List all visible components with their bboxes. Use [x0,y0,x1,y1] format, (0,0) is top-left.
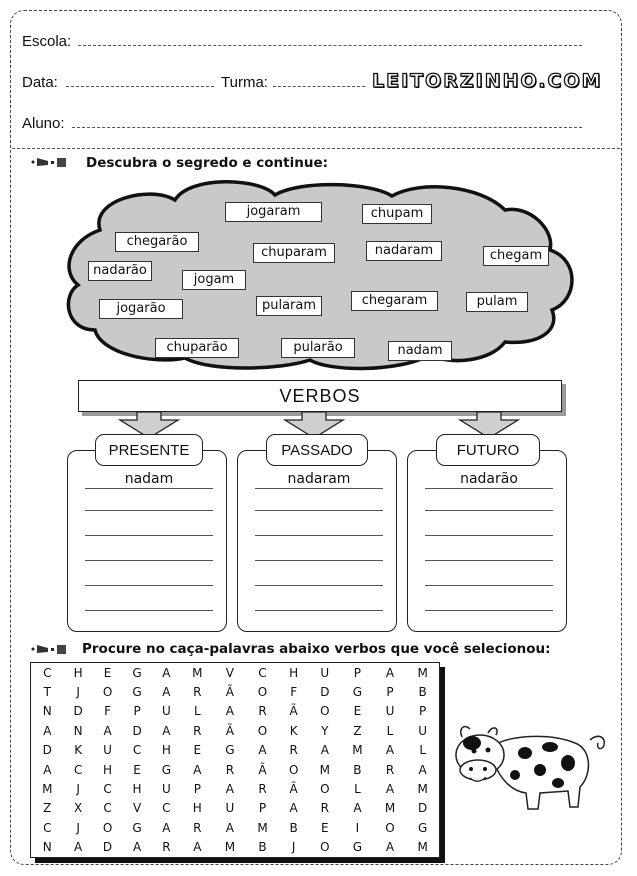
grid-letter[interactable]: Ã [225,723,235,738]
grid-letter[interactable]: O [102,685,113,700]
grid-letter[interactable]: U [103,743,112,758]
grid-letter[interactable]: D [132,723,142,738]
grid-letter[interactable]: R [258,782,267,797]
grid-letter[interactable]: P [386,685,394,700]
answer-line[interactable] [425,488,553,489]
grid-letter[interactable]: J [76,782,80,797]
grid-letter[interactable]: O [288,762,299,777]
grid-letter[interactable]: G [132,685,142,700]
grid-letter[interactable]: U [418,723,428,738]
grid-letter[interactable]: E [103,665,112,680]
grid-letter[interactable]: C [43,820,52,835]
grid-letter[interactable]: G [418,820,428,835]
grid-letter[interactable]: R [193,723,202,738]
passado-first-answer: nadaram [287,471,351,487]
answer-line[interactable] [255,510,383,511]
grid-letter[interactable]: Z [43,801,52,816]
grid-letter[interactable]: C [258,665,267,680]
grid-letter[interactable]: A [162,820,171,835]
grid-letter[interactable]: A [74,840,83,855]
grid-letter[interactable]: I [355,820,360,835]
answer-line[interactable] [255,535,383,536]
grid-letter[interactable]: B [418,685,427,700]
answer-line[interactable] [85,560,213,561]
grid-letter[interactable]: M [42,782,53,797]
grid-letter[interactable]: G [132,665,142,680]
presente-first-answer: nadam [124,471,174,487]
grid-letter[interactable]: N [42,840,52,855]
grid-letter[interactable]: A [225,782,235,797]
grid-letter[interactable]: H [132,782,142,797]
answer-line[interactable] [255,585,383,586]
grid-letter[interactable]: O [257,723,268,738]
grid-letter[interactable]: A [225,820,235,835]
grid-letter[interactable]: A [258,743,267,758]
grid-letter[interactable]: U [225,801,235,816]
grid-row [31,741,439,760]
grid-letter[interactable]: O [257,685,268,700]
grid-letter[interactable]: D [73,704,83,719]
word-card[interactable]: chuparão [155,338,239,358]
grid-letter[interactable]: N [73,723,83,738]
grid-letter[interactable]: A [385,743,395,758]
grid-letter[interactable]: A [193,840,202,855]
answer-line[interactable] [255,610,383,611]
futuro-header: FUTURO [436,434,540,466]
brand-logo: LEITORZINHO.COM [372,70,603,92]
grid-letter[interactable]: B [289,820,298,835]
grid-letter[interactable]: E [193,743,202,758]
data-label: Data: [22,74,58,91]
grid-letter[interactable]: D [320,685,330,700]
escola-label: Escola: [22,33,72,50]
grid-letter[interactable]: F [104,704,111,719]
grid-letter[interactable]: O [385,820,395,835]
answer-line[interactable] [425,585,553,586]
grid-letter[interactable]: Z [353,723,362,738]
grid-letter[interactable]: Ã [225,685,235,700]
grid-letter[interactable]: J [76,820,80,835]
grid-letter[interactable]: V [225,665,235,680]
grid-letter[interactable]: C [103,782,112,797]
grid-letter[interactable]: R [193,820,202,835]
grid-row [31,818,439,837]
grid-letter[interactable]: E [133,762,141,777]
section2-title: Procure no caça-palavras abaixo verbos que você selecionou: [82,641,551,657]
grid-letter[interactable]: E [321,820,329,835]
word-card[interactable]: chegam [483,246,549,266]
grid-row [31,721,439,740]
grid-letter[interactable]: G [225,743,235,758]
grid-letter[interactable]: P [133,704,141,719]
word-card[interactable]: chuparam [253,243,335,263]
grid-row [31,799,439,818]
grid-letter[interactable]: B [353,762,362,777]
grid-letter[interactable]: J [291,840,296,855]
grid-letter[interactable]: T [43,685,51,700]
grid-letter[interactable]: P [419,704,427,719]
grid-letter[interactable]: M [319,762,330,777]
grid-letter[interactable]: H [161,743,171,758]
grid-letter[interactable]: V [132,801,142,816]
answer-line[interactable] [255,488,383,489]
grid-letter[interactable]: R [225,762,235,777]
word-search-grid[interactable] [30,662,440,858]
grid-letter[interactable]: A [225,704,235,719]
grid-letter[interactable]: C [162,801,171,816]
grid-letter[interactable]: C [73,762,83,777]
cloud-shape [0,0,637,380]
grid-letter[interactable]: H [289,665,299,680]
grid-letter[interactable]: P [193,782,201,797]
grid-letter[interactable]: A [103,723,112,738]
grid-row [31,702,439,721]
grid-letter[interactable]: A [132,840,142,855]
grid-letter[interactable]: A [162,665,171,680]
grid-letter[interactable]: A [418,762,427,777]
word-card[interactable]: chupam [362,204,432,224]
grid-letter[interactable]: Y [321,723,329,738]
answer-line[interactable] [85,535,213,536]
grid-letter[interactable]: M [224,840,236,855]
grid-letter[interactable]: G [132,820,142,835]
grid-letter[interactable]: G [352,840,363,855]
passado-header: PASSADO [266,434,368,466]
grid-letter[interactable]: J [76,685,80,700]
answer-line[interactable] [255,560,383,561]
grid-letter[interactable]: A [385,840,395,855]
grid-letter[interactable]: M [384,801,396,816]
grid-row [31,663,439,682]
grid-letter[interactable]: U [320,665,330,680]
pencil-bullet-icon [30,642,70,656]
grid-letter[interactable]: D [42,743,52,758]
word-card[interactable]: pulam [466,292,528,312]
word-card[interactable]: jogam [182,270,246,290]
word-card[interactable]: pularam [256,296,322,316]
presente-header: PRESENTE [95,434,203,466]
cow-illustration-icon [440,715,615,815]
grid-letter[interactable]: P [258,801,267,816]
grid-letter[interactable]: G [352,685,363,700]
grid-letter[interactable]: B [258,840,267,855]
grid-letter[interactable]: M [417,840,428,855]
word-card[interactable]: nadarão [88,261,152,281]
grid-letter[interactable]: U [385,704,395,719]
grid-letter[interactable]: A [43,762,52,777]
word-card[interactable]: jogaram [225,202,322,222]
answer-line[interactable] [425,535,553,536]
grid-letter[interactable]: G [161,762,172,777]
answer-line[interactable] [85,488,213,489]
grid-letter[interactable]: F [290,685,298,700]
grid-letter[interactable]: L [354,782,361,797]
grid-row [31,779,439,798]
grid-letter[interactable]: O [320,704,330,719]
grid-letter[interactable]: D [418,801,428,816]
grid-letter[interactable]: A [385,665,395,680]
answer-line[interactable] [85,585,213,586]
aluno-label: Aluno: [22,115,65,132]
grid-letter[interactable]: M [417,665,428,680]
word-card[interactable]: chegarão [115,232,199,252]
word-card[interactable]: pularão [281,338,355,358]
grid-letter[interactable]: Ã [258,762,267,777]
answer-line[interactable] [85,510,213,511]
grid-letter[interactable]: K [74,743,83,758]
answer-line[interactable] [85,610,213,611]
grid-letter[interactable]: K [289,723,298,738]
grid-letter[interactable]: A [162,723,171,738]
grid-letter[interactable]: L [193,704,201,719]
grid-letter[interactable]: A [353,801,362,816]
grid-letter[interactable]: R [258,704,267,719]
grid-letter[interactable]: O [320,782,330,797]
grid-letter[interactable]: C [132,743,142,758]
futuro-first-answer: nadarão [460,471,518,487]
grid-letter[interactable]: O [102,820,113,835]
grid-letter[interactable]: H [103,762,113,777]
grid-letter[interactable]: A [43,723,52,738]
grid-letter[interactable]: M [257,820,268,835]
grid-letter[interactable]: A [320,743,329,758]
grid-letter[interactable]: Ã [289,704,298,719]
grid-letter[interactable]: R [320,801,329,816]
grid-letter[interactable]: L [386,723,394,738]
grid-row [31,838,439,857]
grid-letter[interactable]: A [162,685,171,700]
grid-letter[interactable]: D [102,840,113,855]
grid-letter[interactable]: O [320,840,330,855]
grid-letter[interactable]: P [353,665,362,680]
word-card[interactable]: nadam [388,341,452,361]
grid-row [31,760,439,779]
answer-line[interactable] [425,560,553,561]
word-card[interactable]: chegaram [351,291,438,311]
grid-letter[interactable]: E [353,704,362,719]
section1-title: Descubra o segredo e continue: [86,155,329,171]
verbos-banner: VERBOS [78,380,562,412]
answer-line[interactable] [425,610,553,611]
grid-letter[interactable]: M [352,743,363,758]
grid-letter[interactable]: R [289,743,298,758]
turma-label: Turma: [221,74,268,91]
grid-letter[interactable]: R [193,685,202,700]
word-card[interactable]: jogarão [99,299,183,319]
grid-letter[interactable]: M [192,665,203,680]
grid-letter[interactable]: R [385,762,395,777]
grid-letter[interactable]: A [289,801,298,816]
grid-letter[interactable]: H [73,665,83,680]
grid-letter[interactable]: U [161,782,171,797]
grid-letter[interactable]: A [193,762,202,777]
grid-row [31,682,439,701]
grid-letter[interactable]: C [43,665,52,680]
grid-letter[interactable]: X [74,801,83,816]
grid-letter[interactable]: L [419,743,426,758]
grid-letter[interactable]: Ã [289,782,298,797]
grid-letter[interactable]: H [192,801,202,816]
grid-letter[interactable]: R [162,840,171,855]
grid-letter[interactable]: C [103,801,112,816]
grid-letter[interactable]: U [161,704,171,719]
grid-letter[interactable]: A [385,782,395,797]
answer-line[interactable] [425,510,553,511]
word-card[interactable]: nadaram [366,241,442,261]
grid-letter[interactable]: M [417,782,428,797]
grid-letter[interactable]: N [42,704,52,719]
